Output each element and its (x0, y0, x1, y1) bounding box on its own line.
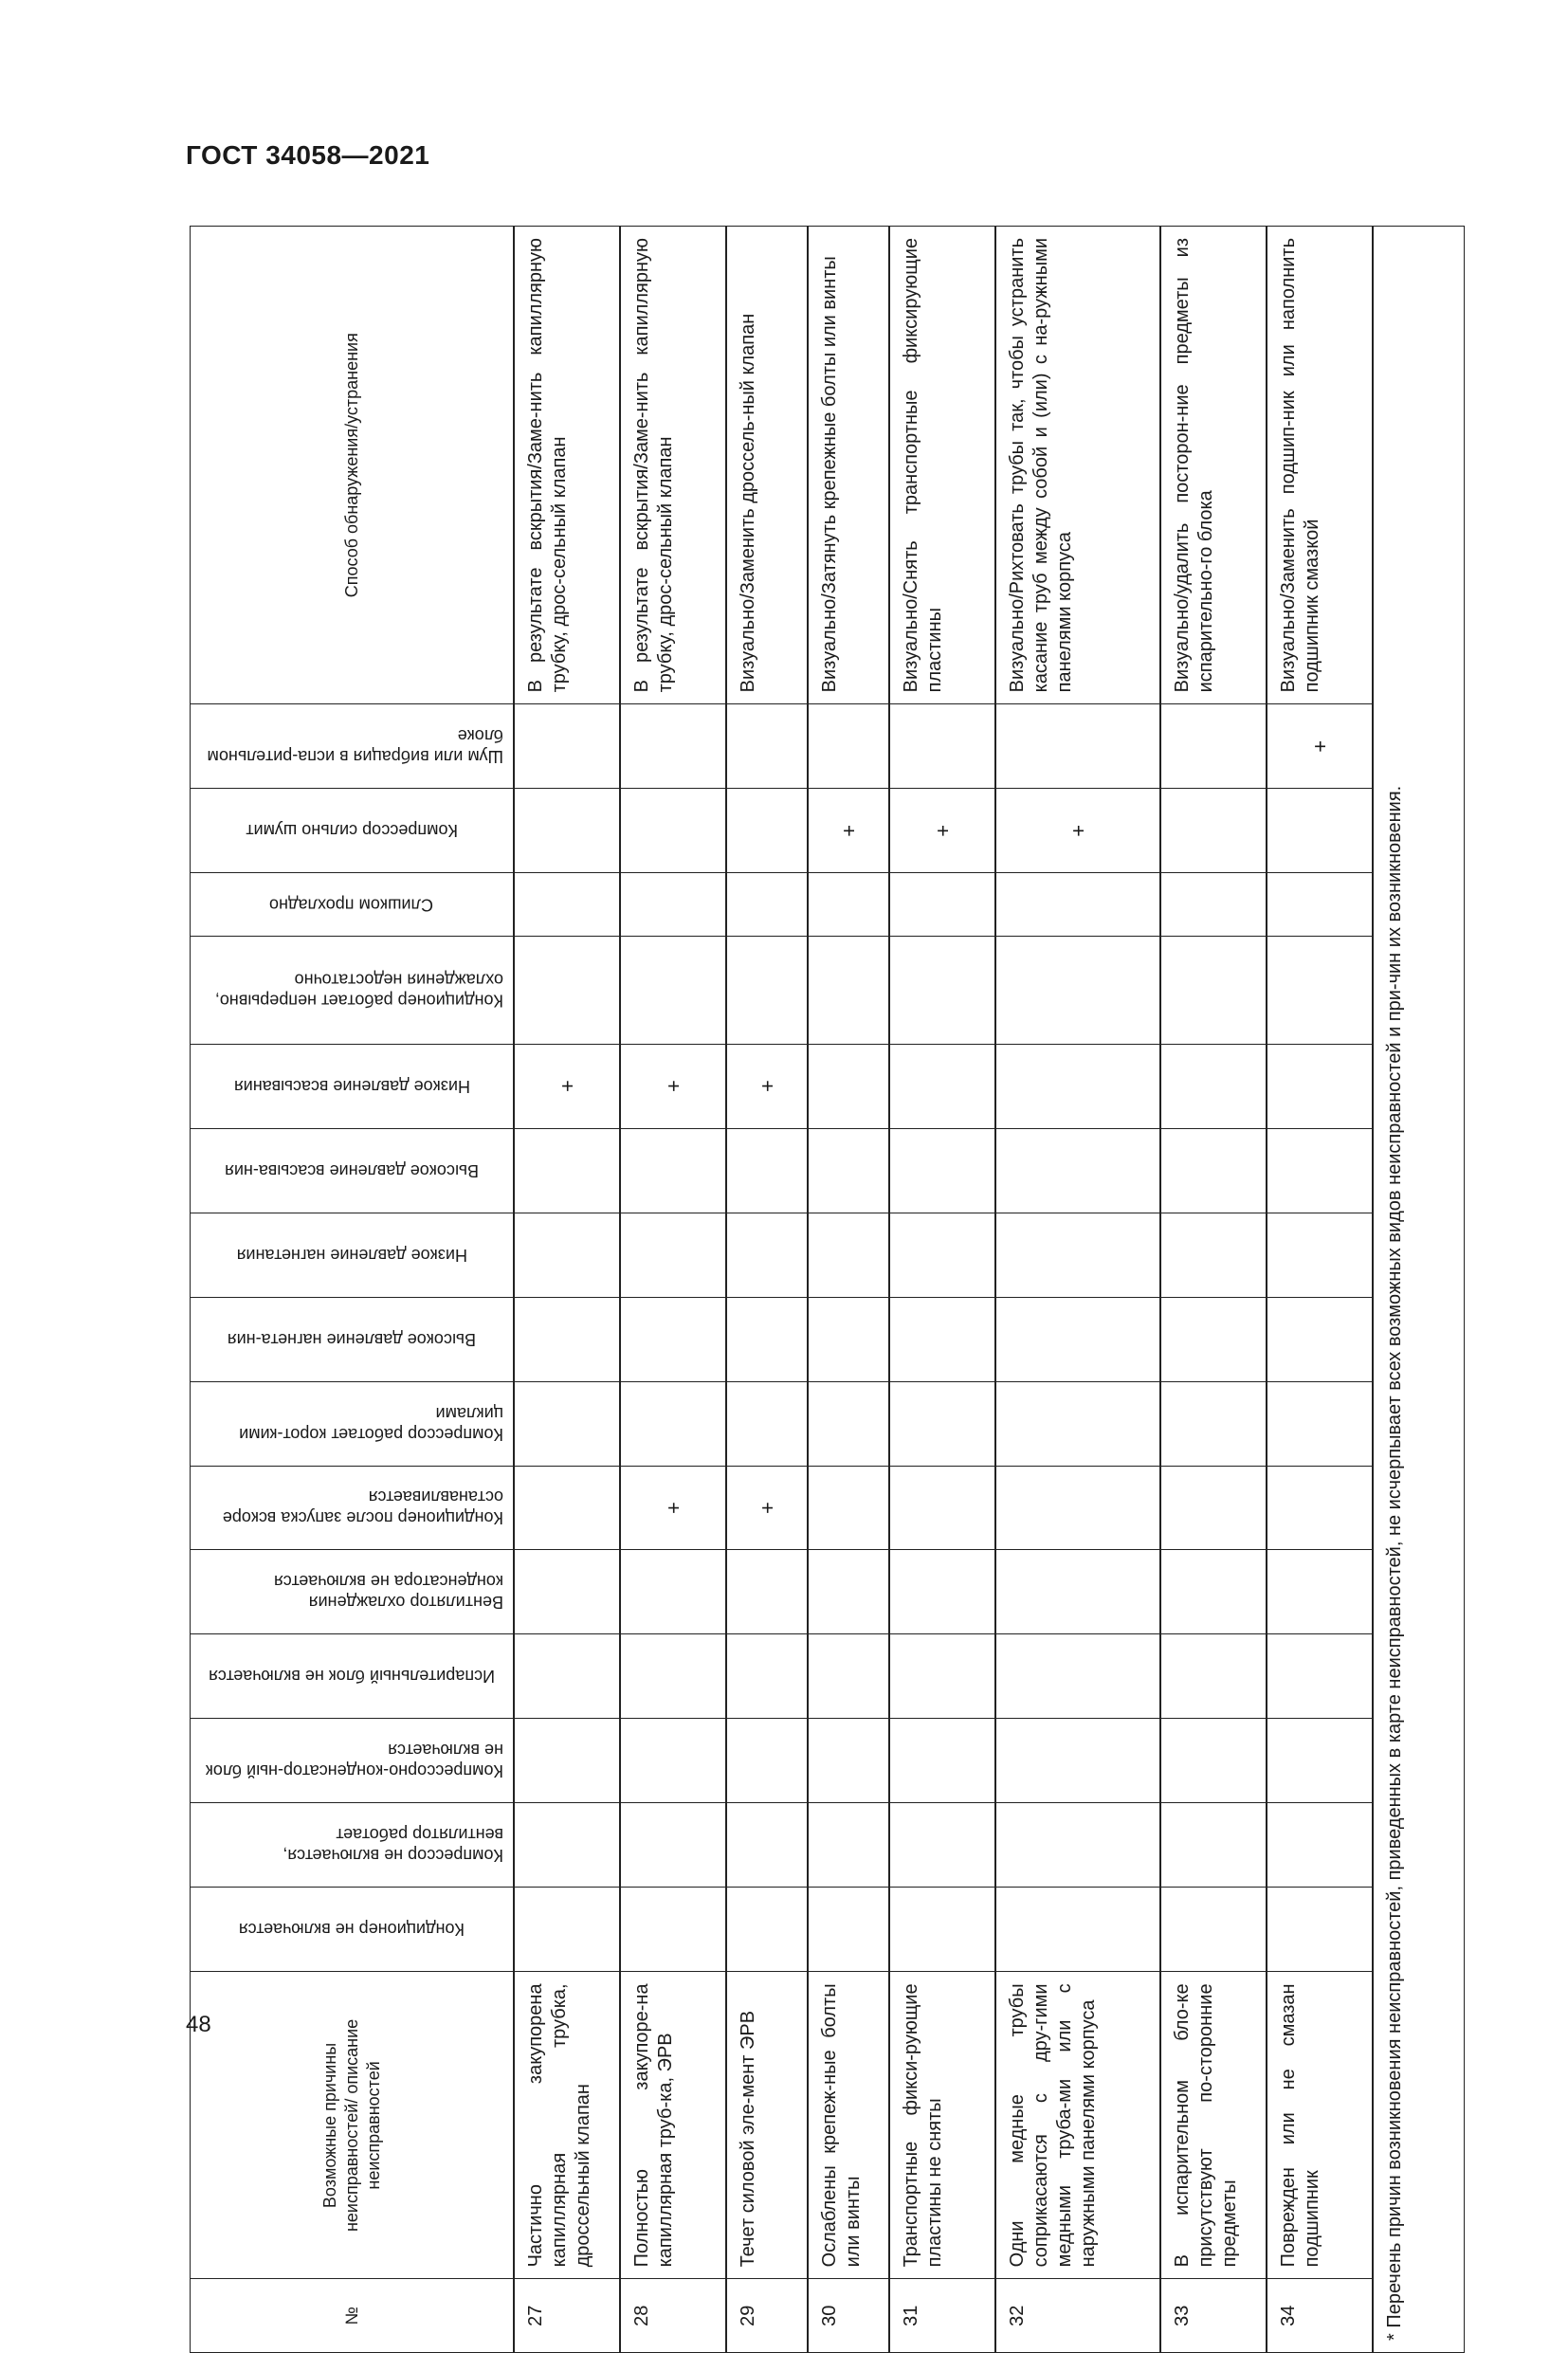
row-mark (514, 1128, 620, 1213)
header-symptom (191, 1128, 515, 1213)
row-mark (1267, 1466, 1373, 1550)
row-mark (808, 1044, 889, 1128)
row-mark (995, 1888, 1160, 1972)
row-mark (808, 1466, 889, 1550)
header-symptom (191, 873, 515, 936)
row-mark (1267, 1550, 1373, 1634)
row-mark (514, 789, 620, 873)
row-mark (1160, 873, 1267, 936)
symptom-label: Высокое давление нагнета-ния (227, 1329, 477, 1349)
row-mark (514, 1634, 620, 1719)
row-mark (726, 789, 808, 873)
row-mark (514, 936, 620, 1044)
row-mark (1267, 873, 1373, 936)
row-mark (889, 873, 995, 936)
header-symptom (191, 1803, 515, 1888)
symptom-label: Высокое давление всасыва-ния (225, 1160, 479, 1180)
row-mark (514, 1213, 620, 1297)
row-mark (1160, 1297, 1267, 1381)
symptom-label-wrap (191, 1719, 513, 1802)
row-mark (1267, 1381, 1373, 1466)
row-mark (808, 1128, 889, 1213)
row-mark (620, 1550, 726, 1634)
row-cause: В испарительном бло-ке присутствуют по-сторонние предметы (1160, 1972, 1267, 2279)
header-symptom (191, 1213, 515, 1297)
row-mark (889, 1044, 995, 1128)
row-cause: Частично закупорена капиллярная трубка, дроссельный клапан (514, 1972, 620, 2279)
symptom-label: Кондиционер не включается (238, 1920, 465, 1940)
row-mark (889, 1550, 995, 1634)
row-mark (1267, 1213, 1373, 1297)
row-method: Визуально/Рихтовать трубы так, чтобы устранить касание труб между собой и (или) с на-ружными панелями корпуса (995, 227, 1160, 704)
fault-map-table (190, 226, 1465, 2353)
row-mark (1160, 1719, 1267, 1803)
row-mark (1160, 704, 1267, 789)
symptom-label: Компрессор работает корот-кими циклами (239, 1403, 503, 1444)
row-number: 30 (808, 2279, 889, 2353)
row-mark (726, 1888, 808, 1972)
row-mark (620, 1888, 726, 1972)
row-mark (808, 1803, 889, 1888)
row-method: Визуально/Заменить подшип-ник или наполнить подшипник смазкой (1267, 227, 1373, 704)
row-mark (514, 1381, 620, 1466)
row-mark (1267, 1044, 1373, 1128)
row-mark (995, 1297, 1160, 1381)
row-mark (620, 1213, 726, 1297)
symptom-label: Низкое давление нагнетания (236, 1245, 467, 1265)
header-cause: Возможные причины неисправностей/ описание неисправностей (191, 1972, 515, 2279)
table-header-row (191, 227, 515, 2353)
table-row (1267, 227, 1373, 2353)
row-mark (620, 1128, 726, 1213)
row-mark (1160, 789, 1267, 873)
row-cause: Поврежден или не смазан подшипник (1267, 1972, 1373, 2279)
row-mark (889, 1634, 995, 1719)
symptom-label: Шум или вибрация в испа-рительном блоке (207, 726, 503, 767)
symptom-label-wrap (191, 937, 513, 1044)
row-mark (620, 1381, 726, 1466)
symptom-label-wrap (191, 1213, 513, 1297)
row-mark (726, 1128, 808, 1213)
row-mark (889, 1297, 995, 1381)
row-mark (889, 1466, 995, 1550)
row-mark: + (1267, 704, 1373, 789)
row-mark (995, 1128, 1160, 1213)
symptom-label-wrap (191, 1129, 513, 1213)
row-mark (808, 1719, 889, 1803)
row-mark: + (889, 789, 995, 873)
table-row (726, 227, 808, 2353)
row-mark (995, 1044, 1160, 1128)
row-cause: Полностью закупоре-на капиллярная труб-ка, ЭРВ (620, 1972, 726, 2279)
row-mark (726, 936, 808, 1044)
header-symptom (191, 1044, 515, 1128)
row-mark (808, 1550, 889, 1634)
header-symptom (191, 1634, 515, 1719)
row-method: Визуально/удалить посторон-ние предметы из испарительно-го блока (1160, 227, 1267, 704)
row-mark (1160, 1466, 1267, 1550)
row-mark (808, 936, 889, 1044)
row-mark (808, 1213, 889, 1297)
row-method: Визуально/Снять транспортные фиксирующие пластины (889, 227, 995, 704)
row-mark (1267, 1888, 1373, 1972)
symptom-label: Кондиционер после запуска вскоре останавливается (222, 1487, 503, 1528)
row-mark (726, 704, 808, 789)
symptom-label-wrap (191, 1298, 513, 1381)
row-mark (726, 1634, 808, 1719)
header-number: № (191, 2279, 515, 2353)
header-symptom (191, 789, 515, 873)
page-number: 48 (186, 2012, 211, 2037)
row-mark (995, 936, 1160, 1044)
header-symptom (191, 1888, 515, 1972)
symptom-label: Низкое давление всасывания (233, 1076, 470, 1096)
row-number: 31 (889, 2279, 995, 2353)
row-mark (1160, 1550, 1267, 1634)
row-mark (1160, 1044, 1267, 1128)
table-row (808, 227, 889, 2353)
header-symptom (191, 1466, 515, 1550)
row-mark (1267, 1297, 1373, 1381)
symptom-label-wrap (191, 1803, 513, 1887)
row-mark (808, 1888, 889, 1972)
table-row (889, 227, 995, 2353)
row-mark (1267, 936, 1373, 1044)
row-number: 33 (1160, 2279, 1267, 2353)
row-mark (889, 704, 995, 789)
row-mark (1267, 789, 1373, 873)
row-mark (726, 1213, 808, 1297)
row-mark (514, 704, 620, 789)
row-mark (620, 936, 726, 1044)
row-mark (889, 936, 995, 1044)
symptom-label-wrap (191, 789, 513, 872)
symptom-label: Испарительный блок не включается (209, 1667, 495, 1687)
row-cause: Одни медные трубы соприкасаются с дру-гими медными труба-ми или с наружными панелями корпуса (995, 1972, 1160, 2279)
row-mark: + (514, 1044, 620, 1128)
row-mark (1160, 1381, 1267, 1466)
row-mark (726, 1297, 808, 1381)
table-row (514, 227, 620, 2353)
row-mark (1160, 1634, 1267, 1719)
row-mark (620, 873, 726, 936)
header-symptom (191, 1719, 515, 1803)
row-mark (726, 1381, 808, 1466)
row-method: Визуально/Заменить дроссель-ный клапан (726, 227, 808, 704)
row-cause: Ослаблены крепеж-ные болты или винты (808, 1972, 889, 2279)
row-mark (808, 873, 889, 936)
symptom-label: Компрессор не включается, вентилятор работает (283, 1825, 503, 1866)
row-mark (1160, 1888, 1267, 1972)
row-mark: + (620, 1466, 726, 1550)
row-mark (889, 1803, 995, 1888)
row-mark: + (726, 1044, 808, 1128)
row-mark (514, 1466, 620, 1550)
row-mark (1160, 1803, 1267, 1888)
row-mark (995, 1381, 1160, 1466)
row-mark (808, 704, 889, 789)
row-mark (995, 1213, 1160, 1297)
row-mark (514, 1550, 620, 1634)
row-mark (995, 1719, 1160, 1803)
row-mark (620, 1297, 726, 1381)
header-symptom (191, 1381, 515, 1466)
row-cause: Течет силовой эле-мент ЭРВ (726, 1972, 808, 2279)
row-number: 34 (1267, 2279, 1373, 2353)
row-mark: + (808, 789, 889, 873)
row-mark (514, 1297, 620, 1381)
row-number: 28 (620, 2279, 726, 2353)
row-mark (995, 1634, 1160, 1719)
row-mark (889, 1213, 995, 1297)
row-mark (1267, 1719, 1373, 1803)
row-mark (1267, 1128, 1373, 1213)
row-mark (620, 704, 726, 789)
symptom-label-wrap (191, 1045, 513, 1128)
row-mark (808, 1297, 889, 1381)
row-mark (889, 1719, 995, 1803)
row-mark: + (726, 1466, 808, 1550)
row-mark (995, 704, 1160, 789)
row-mark (514, 1803, 620, 1888)
header-symptom (191, 1550, 515, 1634)
row-mark (726, 1803, 808, 1888)
table-footnote: * Перечень причин возникновения неисправностей, приведенных в карте неисправностей, не исчерпывает всех возможных видов неисправностей и при-чин их возникновения. (1373, 227, 1464, 2353)
table-row (620, 227, 726, 2353)
row-number: 29 (726, 2279, 808, 2353)
row-mark (1160, 936, 1267, 1044)
symptom-label-wrap (191, 1382, 513, 1466)
row-method: Визуально/Затянуть крепежные болты или винты (808, 227, 889, 704)
symptom-label: Вентилятор охлаждения конденсатора не включается (274, 1572, 503, 1613)
symptom-label-wrap (191, 1634, 513, 1718)
row-mark (889, 1381, 995, 1466)
header-method: Способ обнаружения/устранения (191, 227, 515, 704)
row-mark (1267, 1634, 1373, 1719)
row-mark (995, 1466, 1160, 1550)
symptom-label-wrap (191, 704, 513, 788)
row-mark (620, 1719, 726, 1803)
row-mark (808, 1381, 889, 1466)
row-mark (995, 873, 1160, 936)
header-symptom (191, 936, 515, 1044)
row-method: В результате вскрытия/Заме-нить капиллярную трубку, дрос-сельный клапан (514, 227, 620, 704)
row-mark (620, 789, 726, 873)
row-mark (995, 1803, 1160, 1888)
row-mark (726, 873, 808, 936)
header-symptom (191, 704, 515, 789)
document-header: ГОСТ 34058—2021 (186, 140, 430, 170)
row-mark (620, 1803, 726, 1888)
header-symptom (191, 1297, 515, 1381)
row-number: 27 (514, 2279, 620, 2353)
symptom-label: Кондиционер работает непрерывно, охлаждения недостаточно (214, 970, 503, 1011)
row-mark (620, 1634, 726, 1719)
symptom-label-wrap (191, 1551, 513, 1634)
row-mark: + (995, 789, 1160, 873)
row-number: 32 (995, 2279, 1160, 2353)
row-mark (514, 1888, 620, 1972)
row-mark: + (620, 1044, 726, 1128)
row-mark (514, 1719, 620, 1803)
symptom-label: Компрессор сильно шумит (246, 821, 458, 841)
rotated-table-container (190, 226, 1428, 2353)
row-method: В результате вскрытия/Заме-нить капиллярную трубку, дрос-сельный клапан (620, 227, 726, 704)
row-cause: Транспортные фикси-рующие пластины не сняты (889, 1972, 995, 2279)
row-mark (726, 1719, 808, 1803)
row-mark (514, 873, 620, 936)
row-mark (995, 1550, 1160, 1634)
symptom-label-wrap (191, 1467, 513, 1550)
symptom-label-wrap (191, 1888, 513, 1971)
table-row (1160, 227, 1267, 2353)
row-mark (1267, 1803, 1373, 1888)
row-mark (1160, 1213, 1267, 1297)
row-mark (726, 1550, 808, 1634)
symptom-label: Компрессорно-конденсатор-ный блок не включается (206, 1741, 503, 1781)
table-row (995, 227, 1160, 2353)
row-mark (889, 1128, 995, 1213)
row-mark (1160, 1128, 1267, 1213)
symptom-label: Слишком прохладно (269, 894, 434, 914)
symptom-label-wrap (191, 873, 513, 935)
row-mark (889, 1888, 995, 1972)
row-mark (808, 1634, 889, 1719)
